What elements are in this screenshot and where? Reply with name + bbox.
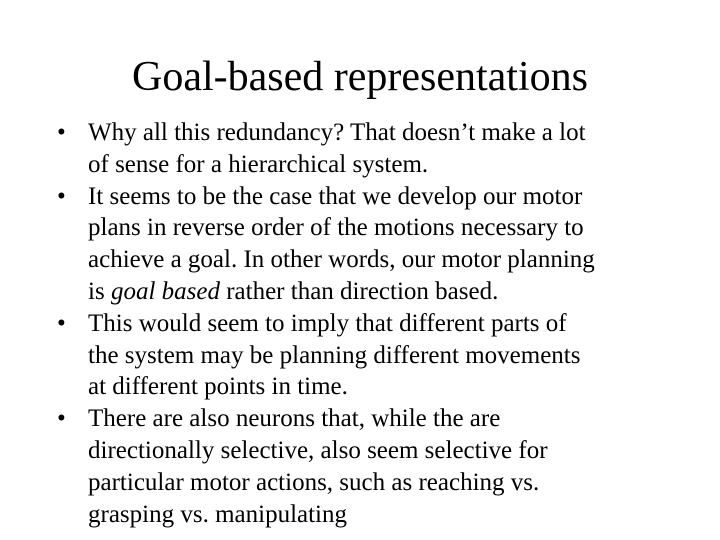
slide-title: Goal-based representations bbox=[132, 54, 588, 100]
bullet-line: It seems to be the case that we develop our motor bbox=[88, 182, 583, 210]
bullet-line: This would seem to imply that different parts of bbox=[88, 309, 567, 337]
bullet-marker: • bbox=[57, 182, 66, 210]
bullet-line: Why all this redundancy? That doesn’t make a lot bbox=[88, 119, 586, 146]
bullet-item bbox=[56, 181, 676, 308]
bullet-line: achieve a goal. In other words, our motor planning bbox=[88, 246, 595, 274]
line-suffix: rather than direction based. bbox=[219, 277, 499, 305]
line-prefix: is bbox=[88, 277, 111, 305]
bullet-item bbox=[56, 117, 676, 181]
bullet-line: There are also neurons that, while the are bbox=[88, 405, 501, 433]
bullet-line: plans in reverse order of the motions necessary to bbox=[88, 214, 584, 242]
bullet-list bbox=[56, 117, 676, 530]
emphasized-phrase: goal based bbox=[110, 277, 220, 305]
bullet-line-with-emphasis bbox=[88, 276, 676, 308]
bullet-marker: • bbox=[57, 119, 66, 146]
bullet-line: of sense for a hierarchical system. bbox=[88, 150, 429, 178]
bullet-line: grasping vs. manipulating bbox=[88, 500, 347, 528]
bullet-marker: • bbox=[57, 309, 66, 337]
bullet-item bbox=[56, 308, 676, 403]
bullet-line: directionally selective, also seem selective for bbox=[88, 436, 548, 464]
bullet-line: the system may be planning different movements bbox=[88, 341, 581, 369]
bullet-marker: • bbox=[57, 405, 66, 433]
bullet-item bbox=[56, 403, 676, 530]
bullet-line: at different points in time. bbox=[88, 373, 348, 401]
bullet-line: particular motor actions, such as reaching vs. bbox=[88, 468, 540, 496]
